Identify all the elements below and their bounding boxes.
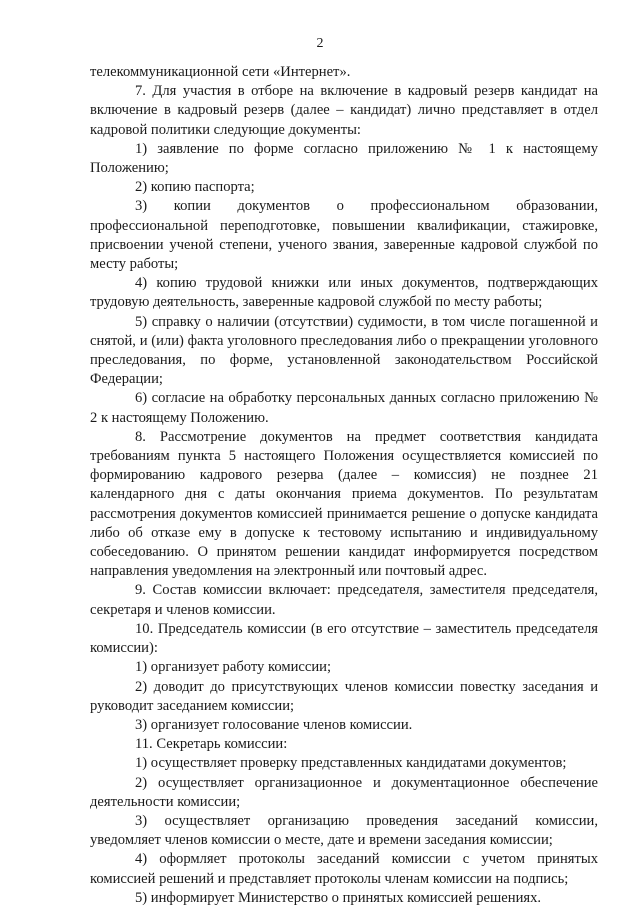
paragraph: 8. Рассмотрение документов на предмет соответствия кандидата требованиям пункта 5 настоящего Положения осуществляется комиссией по формированию кадрового резерва (далее – комиссия) не позднее 21 календарного дня с даты окончания приема документов. По результатам рассмотрения документов комиссией принимается решение о допуске кандидата либо об отказе ему в допуске к тестовому испытанию и индивидуальному собеседованию. О принятом решении кандидат информируется посредством направления уведомления на электронный или почтовый адрес. <box>90 428 598 580</box>
paragraph: 4) оформляет протоколы заседаний комиссии с учетом принятых комиссией решений и представляет протоколы членам комиссии на подпись; <box>90 851 598 887</box>
paragraph: 5) информирует Министерство о принятых комиссией решениях. <box>135 889 542 906</box>
paragraph: 2) копию паспорта; <box>135 179 255 196</box>
paragraph: 1) осуществляет проверку представленных кандидатами документов; <box>135 755 567 772</box>
paragraph: 2) осуществляет организационное и документационное обеспечение деятельности комиссии; <box>90 774 598 810</box>
paragraph: 3) организует голосование членов комиссии. <box>135 716 413 733</box>
paragraph: 7. Для участия в отборе на включение в кадровый резерв кандидат на включение в кадровый резерв (далее – кандидат) лично представляет в отдел кадровой политики следующие документы: <box>90 83 598 138</box>
page-number: 2 <box>316 36 324 51</box>
paragraph: 6) согласие на обработку персональных данных согласно приложению № 2 к настоящему Положению. <box>90 390 598 426</box>
paragraph: 11. Секретарь комиссии: <box>135 736 288 753</box>
document-body <box>90 63 598 908</box>
paragraph: 4) копию трудовой книжки или иных документов, подтверждающих трудовую деятельность, заверенные кадровой службой по месту работы; <box>90 275 598 311</box>
paragraph: 2) доводит до присутствующих членов комиссии повестку заседания и руководит заседанием комиссии; <box>90 678 598 714</box>
paragraph: 5) справку о наличии (отсутствии) судимости, в том числе погашенной и снятой, и (или) факта уголовного преследования либо о прекращении уголовного преследования, по форме, установленной законодательством Российской Федерации; <box>90 313 598 388</box>
paragraph: 9. Состав комиссии включает: председателя, заместителя председателя, секретаря и членов комиссии. <box>90 582 598 618</box>
paragraph: 10. Председатель комиссии (в его отсутствие – заместитель председателя комиссии): <box>90 620 598 657</box>
paragraph: 3) копии документов о профессиональном образовании, профессиональной переподготовке, повышении квалификации, стажировке, присвоении ученой степени, ученого звания, заверенные кадровой службой по месту работы; <box>90 198 598 273</box>
paragraph: 1) заявление по форме согласно приложению № 1 к настоящему Положению; <box>90 140 598 177</box>
paragraph: 3) осуществляет организацию проведения заседаний комиссии, уведомляет членов комиссии о месте, дате и времени заседания комиссии; <box>90 812 598 849</box>
paragraph: 1) организует работу комиссии; <box>135 659 332 676</box>
paragraph: телекоммуникационной сети «Интернет». <box>90 64 351 80</box>
